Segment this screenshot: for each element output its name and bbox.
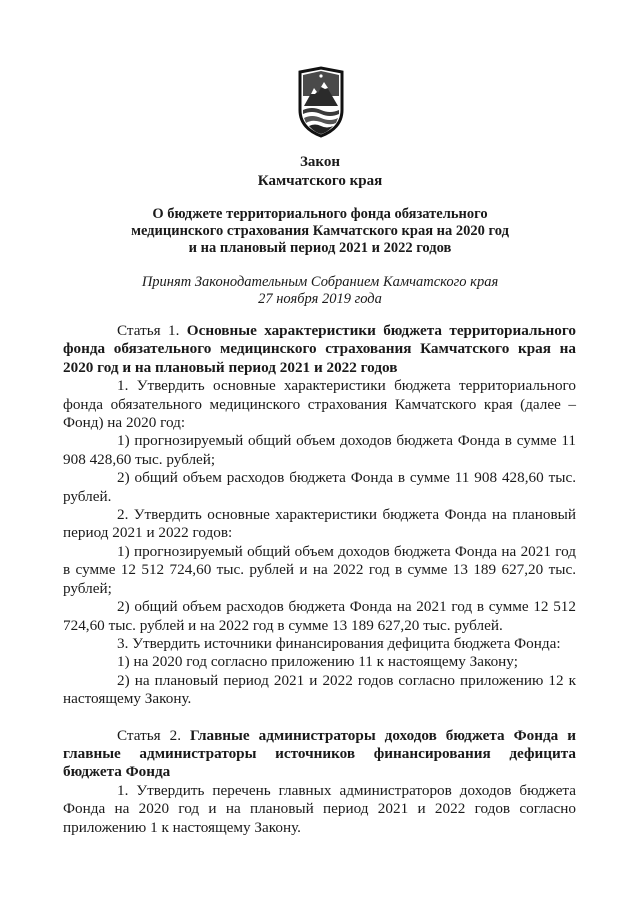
- article-1-paragraph: 2) общий объем расходов бюджета Фонда в сумме 11 908 428,60 тыс. рублей.: [63, 469, 576, 505]
- kamchatka-coat-of-arms-emblem: [292, 66, 350, 138]
- law-subject: [0, 206, 640, 257]
- article-2-heading: [63, 727, 576, 782]
- article-1-heading: [63, 322, 576, 377]
- article-1-label: Статья 1.: [117, 322, 187, 339]
- article-1-paragraph: 2) общий объем расходов бюджета Фонда на 2021 год в сумме 12 512 724,60 тыс. рублей и на 2022 год в сумме 13 189 627,20 тыс. рублей.: [63, 598, 576, 634]
- law-title: Закон: [299, 154, 340, 170]
- article-2-label: Статья 2.: [117, 726, 191, 744]
- article-1-paragraph: 1) на 2020 год согласно приложению 11 к настоящему Закону;: [117, 653, 518, 671]
- article-2-paragraph: 1. Утвердить перечень главных администраторов доходов бюджета Фонда на 2020 год и на плановый период 2021 и 2022 годов согласно приложению 1 к настоящему Закону.: [63, 781, 576, 836]
- article-1-paragraph: 3. Утвердить источники финансирования дефицита бюджета Фонда:: [117, 634, 561, 652]
- article-1-paragraph: 1) прогнозируемый общий объем доходов бюджета Фонда на 2021 год в сумме 12 512 724,60 тыс. рублей и на 2022 год в сумме 13 189 627,20 тыс. рублей;: [63, 542, 576, 597]
- adoption-line: Принят Законодательным Собранием Камчатского края: [141, 274, 499, 290]
- region-title: Камчатского края: [257, 173, 383, 189]
- article-1-paragraph: 1) прогнозируемый общий объем доходов бюджета Фонда в сумме 11 908 428,60 тыс. рублей;: [63, 432, 576, 468]
- subject-line: О бюджете территориального фонда обязательного: [152, 206, 488, 222]
- adoption-note: [0, 274, 640, 308]
- article-1-paragraph: 1. Утвердить основные характеристики бюджета территориального фонда обязательного медицинского страхования Камчатского края (далее – Фонд) на 2020 год:: [63, 377, 576, 432]
- adoption-date: 27 ноября 2019 года: [258, 291, 382, 307]
- article-1-paragraph: 2) на плановый период 2021 и 2022 годов согласно приложению 12 к настоящему Закону.: [63, 671, 576, 708]
- coat-of-arms-icon: [292, 66, 350, 138]
- article-1-paragraph: 2. Утвердить основные характеристики бюджета Фонда на плановый период 2021 и 2022 годов:: [63, 506, 576, 542]
- article-2-title: Главные администраторы доходов бюджета Фонда и главные администраторы источников финансирования дефицита бюджета Фонда: [63, 726, 576, 781]
- law-body: [63, 322, 576, 837]
- subject-line: медицинского страхования Камчатского края на 2020 год: [131, 223, 509, 239]
- article-1-title: Основные характеристики бюджета территориального фонда обязательного медицинского страхования Камчатского края на 2020 год и на плановый период 2021 и 2022 годов: [63, 322, 576, 376]
- subject-line: и на плановый период 2021 и 2022 годов: [188, 240, 452, 256]
